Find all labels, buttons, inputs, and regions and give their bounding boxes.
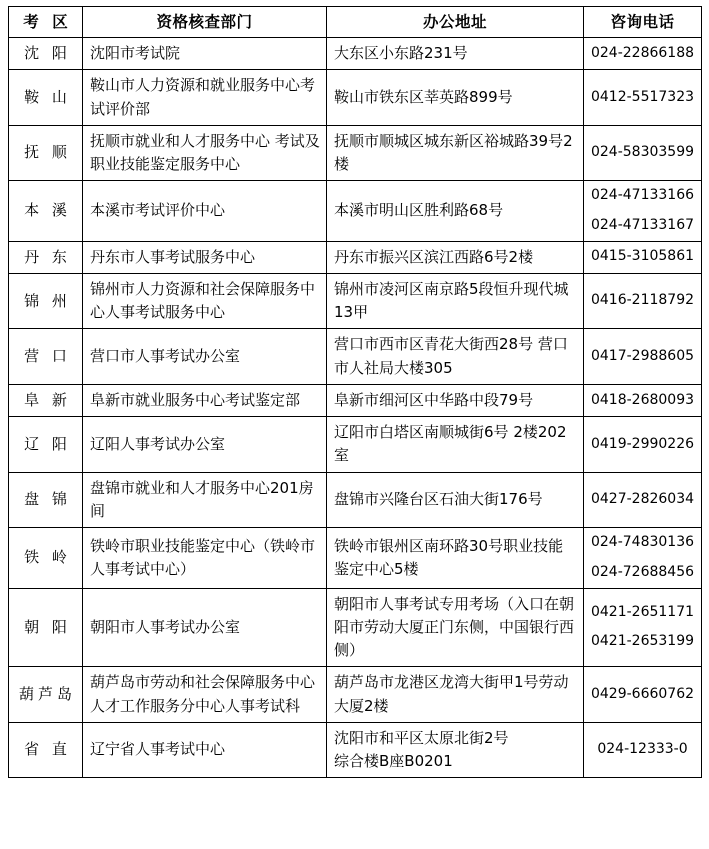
cell-department: 本溪市考试评价中心	[83, 181, 327, 241]
cell-phone	[584, 588, 702, 667]
cell-department: 丹东市人事考试服务中心	[83, 241, 327, 273]
cell-phone	[584, 70, 702, 126]
cell-district: 本 溪	[9, 181, 83, 241]
cell-address: 阜新市细河区中华路中段79号	[327, 384, 584, 416]
phone-number: 024-12333-0	[597, 741, 688, 758]
cell-district: 营 口	[9, 329, 83, 385]
phone-number: 024-72688456	[590, 563, 695, 580]
cell-district: 盘 锦	[9, 472, 83, 528]
cell-address: 营口市西市区青花大街西28号 营口市人社局大楼305	[327, 329, 584, 385]
cell-phone	[584, 241, 702, 273]
cell-department: 盘锦市就业和人才服务中心201房间	[83, 472, 327, 528]
table-row	[9, 417, 702, 473]
table-row	[9, 273, 702, 329]
table-row	[9, 667, 702, 723]
cell-address: 锦州市凌河区南京路5段恒升现代城13甲	[327, 273, 584, 329]
table-header-row	[9, 7, 702, 38]
phone-number: 0418-2680093	[590, 391, 695, 408]
cell-address: 鞍山市铁东区莘英路899号	[327, 70, 584, 126]
cell-phone	[584, 38, 702, 70]
cell-department: 锦州市人力资源和社会保障服务中心人事考试服务中心	[83, 273, 327, 329]
cell-phone	[584, 417, 702, 473]
table-row	[9, 38, 702, 70]
cell-department: 朝阳市人事考试办公室	[83, 588, 327, 667]
cell-address: 盘锦市兴隆台区石油大街176号	[327, 472, 584, 528]
cell-phone	[584, 722, 702, 778]
table-row	[9, 588, 702, 667]
cell-department: 葫芦岛市劳动和社会保障服务中心人才工作服务分中心人事考试科	[83, 667, 327, 723]
phone-number: 0417-2988605	[590, 347, 695, 364]
cell-address: 沈阳市和平区太原北街2号 综合楼B座B0201	[327, 722, 584, 778]
cell-district: 抚 顺	[9, 125, 83, 181]
cell-phone	[584, 528, 702, 588]
cell-department: 铁岭市职业技能鉴定中心（铁岭市人事考试中心）	[83, 528, 327, 588]
cell-phone	[584, 273, 702, 329]
phone-number: 024-74830136	[590, 534, 695, 551]
phone-number: 0419-2990226	[590, 435, 695, 452]
cell-phone	[584, 329, 702, 385]
cell-address: 朝阳市人事考试专用考场（入口在朝阳市劳动大厦正门东侧，中国银行西侧）	[327, 588, 584, 667]
column-header-phone: 咨询电话	[584, 7, 702, 38]
cell-district: 锦 州	[9, 273, 83, 329]
cell-district: 朝 阳	[9, 588, 83, 667]
cell-phone	[584, 384, 702, 416]
cell-address: 本溪市明山区胜利路68号	[327, 181, 584, 241]
cell-department: 阜新市就业服务中心考试鉴定部	[83, 384, 327, 416]
cell-district: 铁 岭	[9, 528, 83, 588]
table-body	[9, 38, 702, 778]
phone-number: 024-47133166	[590, 187, 695, 204]
phone-number: 024-22866188	[590, 44, 695, 61]
table-row	[9, 722, 702, 778]
cell-address: 丹东市振兴区滨江西路6号2楼	[327, 241, 584, 273]
cell-district: 沈 阳	[9, 38, 83, 70]
cell-district: 省 直	[9, 722, 83, 778]
table-row	[9, 528, 702, 588]
table-row	[9, 241, 702, 273]
cell-department: 辽宁省人事考试中心	[83, 722, 327, 778]
cell-phone	[584, 125, 702, 181]
phone-number: 0421-2653199	[590, 633, 695, 650]
cell-address: 抚顺市顺城区城东新区裕城路39号2楼	[327, 125, 584, 181]
cell-department: 辽阳人事考试办公室	[83, 417, 327, 473]
phone-number: 0412-5517323	[590, 88, 695, 105]
phone-number: 0427-2826034	[590, 491, 695, 508]
cell-phone	[584, 472, 702, 528]
cell-department: 营口市人事考试办公室	[83, 329, 327, 385]
cell-district: 葫芦岛	[9, 667, 83, 723]
phone-number: 0416-2118792	[590, 292, 695, 309]
column-header-district: 考 区	[9, 7, 83, 38]
table-row	[9, 329, 702, 385]
table-row	[9, 384, 702, 416]
phone-number: 0421-2651171	[590, 603, 695, 620]
cell-address: 葫芦岛市龙港区龙湾大街甲1号劳动大厦2楼	[327, 667, 584, 723]
cell-district: 辽 阳	[9, 417, 83, 473]
cell-department: 沈阳市考试院	[83, 38, 327, 70]
exam-district-table	[8, 6, 702, 778]
cell-district: 丹 东	[9, 241, 83, 273]
cell-district: 鞍 山	[9, 70, 83, 126]
cell-address: 大东区小东路231号	[327, 38, 584, 70]
table-row	[9, 472, 702, 528]
cell-district: 阜 新	[9, 384, 83, 416]
column-header-department: 资格核查部门	[83, 7, 327, 38]
cell-phone	[584, 181, 702, 241]
cell-department: 鞍山市人力资源和就业服务中心考试评价部	[83, 70, 327, 126]
cell-department: 抚顺市就业和人才服务中心 考试及职业技能鉴定服务中心	[83, 125, 327, 181]
table-row	[9, 70, 702, 126]
column-header-address: 办公地址	[327, 7, 584, 38]
cell-phone	[584, 667, 702, 723]
cell-address: 铁岭市银州区南环路30号职业技能鉴定中心5楼	[327, 528, 584, 588]
cell-address: 辽阳市白塔区南顺城街6号 2楼202室	[327, 417, 584, 473]
phone-number: 024-58303599	[590, 144, 695, 161]
phone-number: 024-47133167	[590, 216, 695, 233]
table-row	[9, 181, 702, 241]
table-row	[9, 125, 702, 181]
phone-number: 0415-3105861	[590, 248, 695, 265]
phone-number: 0429-6660762	[590, 685, 695, 702]
